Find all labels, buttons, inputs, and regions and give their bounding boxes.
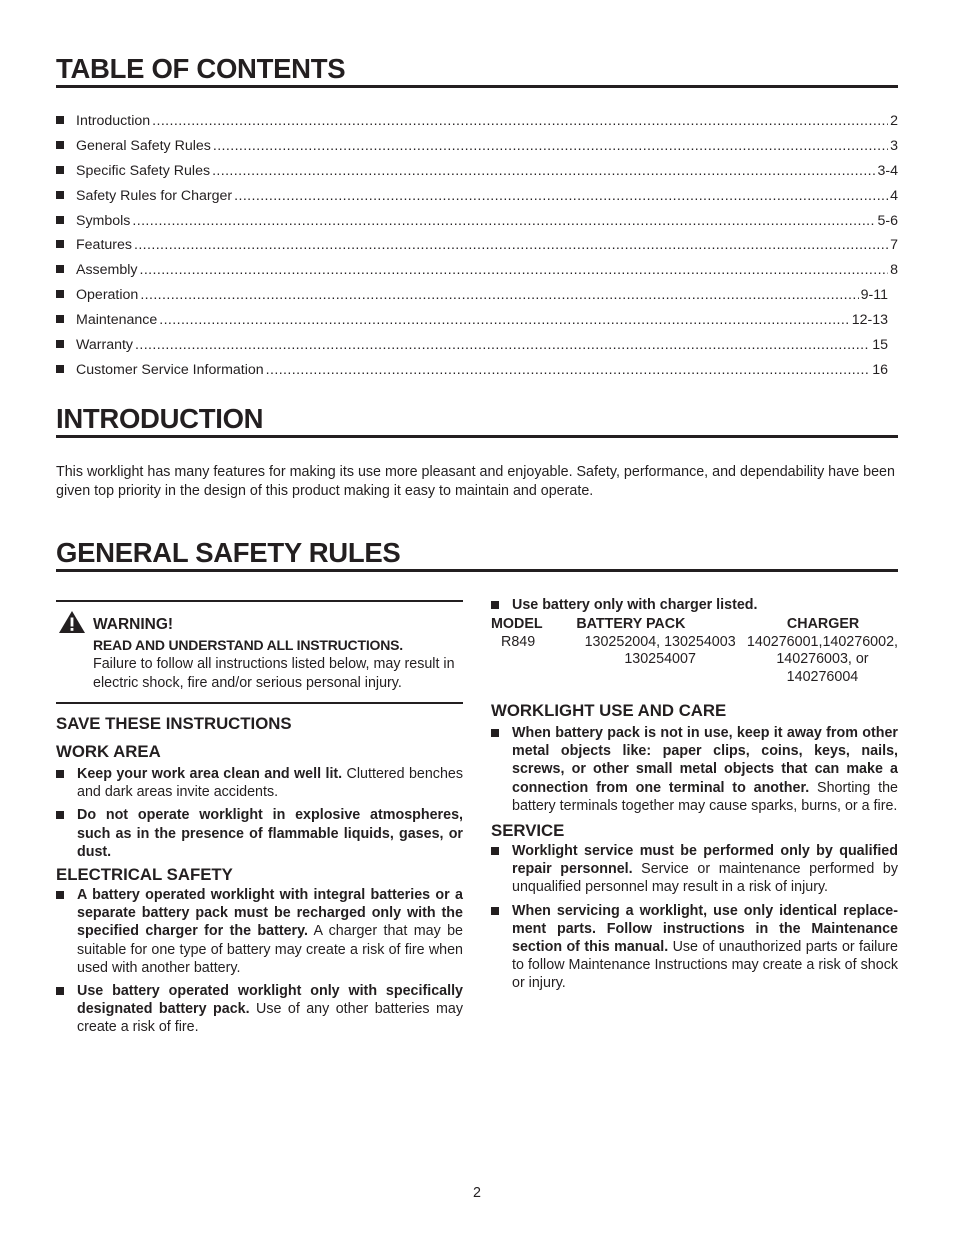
electrical-rules bbox=[56, 886, 463, 1037]
battery-table bbox=[491, 616, 898, 686]
bullet-square-icon bbox=[56, 290, 64, 298]
bullet-square-icon bbox=[56, 265, 64, 273]
bullet-square-icon bbox=[56, 141, 64, 149]
warning-subtitle: READ AND UNDERSTAND ALL INSTRUCTIONS. bbox=[93, 637, 403, 653]
bullet-square-icon bbox=[56, 166, 64, 174]
warning-title: WARNING! bbox=[93, 616, 174, 633]
toc-item[interactable]: Operation ..... 9-11 bbox=[56, 285, 898, 310]
rule-item: Keep your work area clean and well lit. Cluttered benches and dark areas invite accidents. bbox=[56, 765, 463, 801]
work-area-rules bbox=[56, 765, 463, 861]
work-area-heading: WORK AREA bbox=[56, 742, 161, 761]
toc-item[interactable]: Customer Service Information ..... 16 bbox=[56, 360, 898, 385]
bullet-square-icon bbox=[56, 191, 64, 199]
bullet-square-icon bbox=[56, 891, 64, 899]
toc-heading: TABLE OF CONTENTS bbox=[56, 54, 898, 88]
toc-item[interactable]: Symbols ..... 5-6 bbox=[56, 211, 898, 236]
bullet-square-icon bbox=[56, 770, 64, 778]
rule-item: When servicing a worklight, use only identical replace-ment parts. Follow instructions in the Maintenance section of this manual. Use of unauthorized parts or failure to follow Maintenance Instructions may create a risk of shock or injury. bbox=[491, 902, 898, 993]
rule-item: Do not operate worklight in explosive atmospheres, such as in the presence of flammable liquids, gases, or dust. bbox=[56, 806, 463, 861]
bullet-square-icon bbox=[56, 116, 64, 124]
general-safety-heading: GENERAL SAFETY RULES bbox=[56, 538, 898, 572]
warning-triangle-icon bbox=[58, 610, 86, 634]
bullet-square-icon bbox=[56, 216, 64, 224]
introduction-text: This worklight has many features for making its use more pleasant and enjoyable. Safety, performance, and dependability have been given top priority in the design of this product making it easy to maintain and operate. bbox=[56, 464, 895, 499]
use-care-rules bbox=[491, 724, 898, 815]
table-header-model: MODEL bbox=[491, 616, 543, 632]
warning-box bbox=[56, 600, 463, 704]
rule-item: When battery pack is not in use, keep it away from other metal objects like: paper clips, coins, keys, nails, screws, or other small metal objects that can make a connection from one terminal to another. Shorting the battery terminals together may cause sparks, burns, or a fire. bbox=[491, 724, 898, 815]
bullet-square-icon bbox=[56, 365, 64, 373]
bullet-square-icon bbox=[56, 340, 64, 348]
toc-item[interactable]: Introduction ..... 2 bbox=[56, 111, 898, 136]
save-instructions-heading: SAVE THESE INSTRUCTIONS bbox=[56, 714, 292, 733]
toc-item[interactable]: Specific Safety Rules ..... 3-4 bbox=[56, 161, 898, 186]
table-header-battery: BATTERY PACK bbox=[576, 616, 686, 632]
rule-item: Worklight service must be performed only by qualified repair personnel. Service or maintenance performed by unqualified personnel may result in a risk of injury. bbox=[491, 842, 898, 897]
bullet-square-icon bbox=[491, 907, 499, 915]
battery-line: Use battery only with charger listed. bbox=[491, 596, 898, 615]
rule-item: A battery operated worklight with integral batteries or a separate battery pack must be recharged only with the specified charger for the battery. A charger that may be suitable for one type of battery may create a risk of fire when used with another battery. bbox=[56, 886, 463, 977]
model-cell: R849 bbox=[501, 633, 536, 650]
toc-list bbox=[56, 111, 898, 385]
toc-item[interactable]: Assembly ..... 8 bbox=[56, 260, 898, 285]
toc-item[interactable]: General Safety Rules ..... 3 bbox=[56, 136, 898, 161]
bullet-square-icon bbox=[56, 987, 64, 995]
use-care-heading: WORKLIGHT USE AND CARE bbox=[491, 701, 727, 720]
bullet-square-icon bbox=[56, 315, 64, 323]
bullet-square-icon bbox=[56, 240, 64, 248]
introduction-heading: INTRODUCTION bbox=[56, 404, 898, 438]
bullet-square-icon bbox=[491, 847, 499, 855]
rule-item: Use battery operated worklight only with specifically designated battery pack. Use of any other batteries may create a risk of fire. bbox=[56, 982, 463, 1037]
table-row bbox=[491, 634, 898, 687]
right-column bbox=[491, 596, 898, 998]
toc-item[interactable]: Safety Rules for Charger ..... 4 bbox=[56, 186, 898, 211]
bullet-square-icon bbox=[491, 729, 499, 737]
bullet-square-icon bbox=[56, 811, 64, 819]
service-rules bbox=[491, 842, 898, 993]
table-header-charger: CHARGER bbox=[786, 616, 860, 632]
bullet-square-icon bbox=[491, 601, 499, 609]
manual-page bbox=[56, 0, 898, 1235]
toc-item[interactable]: Warranty ..... 15 bbox=[56, 335, 898, 360]
electrical-safety-heading: ELECTRICAL SAFETY bbox=[56, 865, 233, 885]
toc-item[interactable]: Maintenance ..... 12-13 bbox=[56, 310, 898, 335]
warning-body: Failure to follow all instructions listed below, may result in electric shock, fire and/or serious personal injury. bbox=[93, 656, 455, 691]
battery-cell: 130252004, 130254003 130254007 bbox=[584, 633, 736, 667]
toc-item[interactable]: Features ..... 7 bbox=[56, 235, 898, 260]
service-heading: SERVICE bbox=[491, 821, 565, 841]
page-number: 2 bbox=[473, 1185, 481, 1201]
charger-cell: 140276001,140276002, 140276003, or 140276004 bbox=[746, 633, 898, 685]
left-column bbox=[56, 600, 463, 1042]
